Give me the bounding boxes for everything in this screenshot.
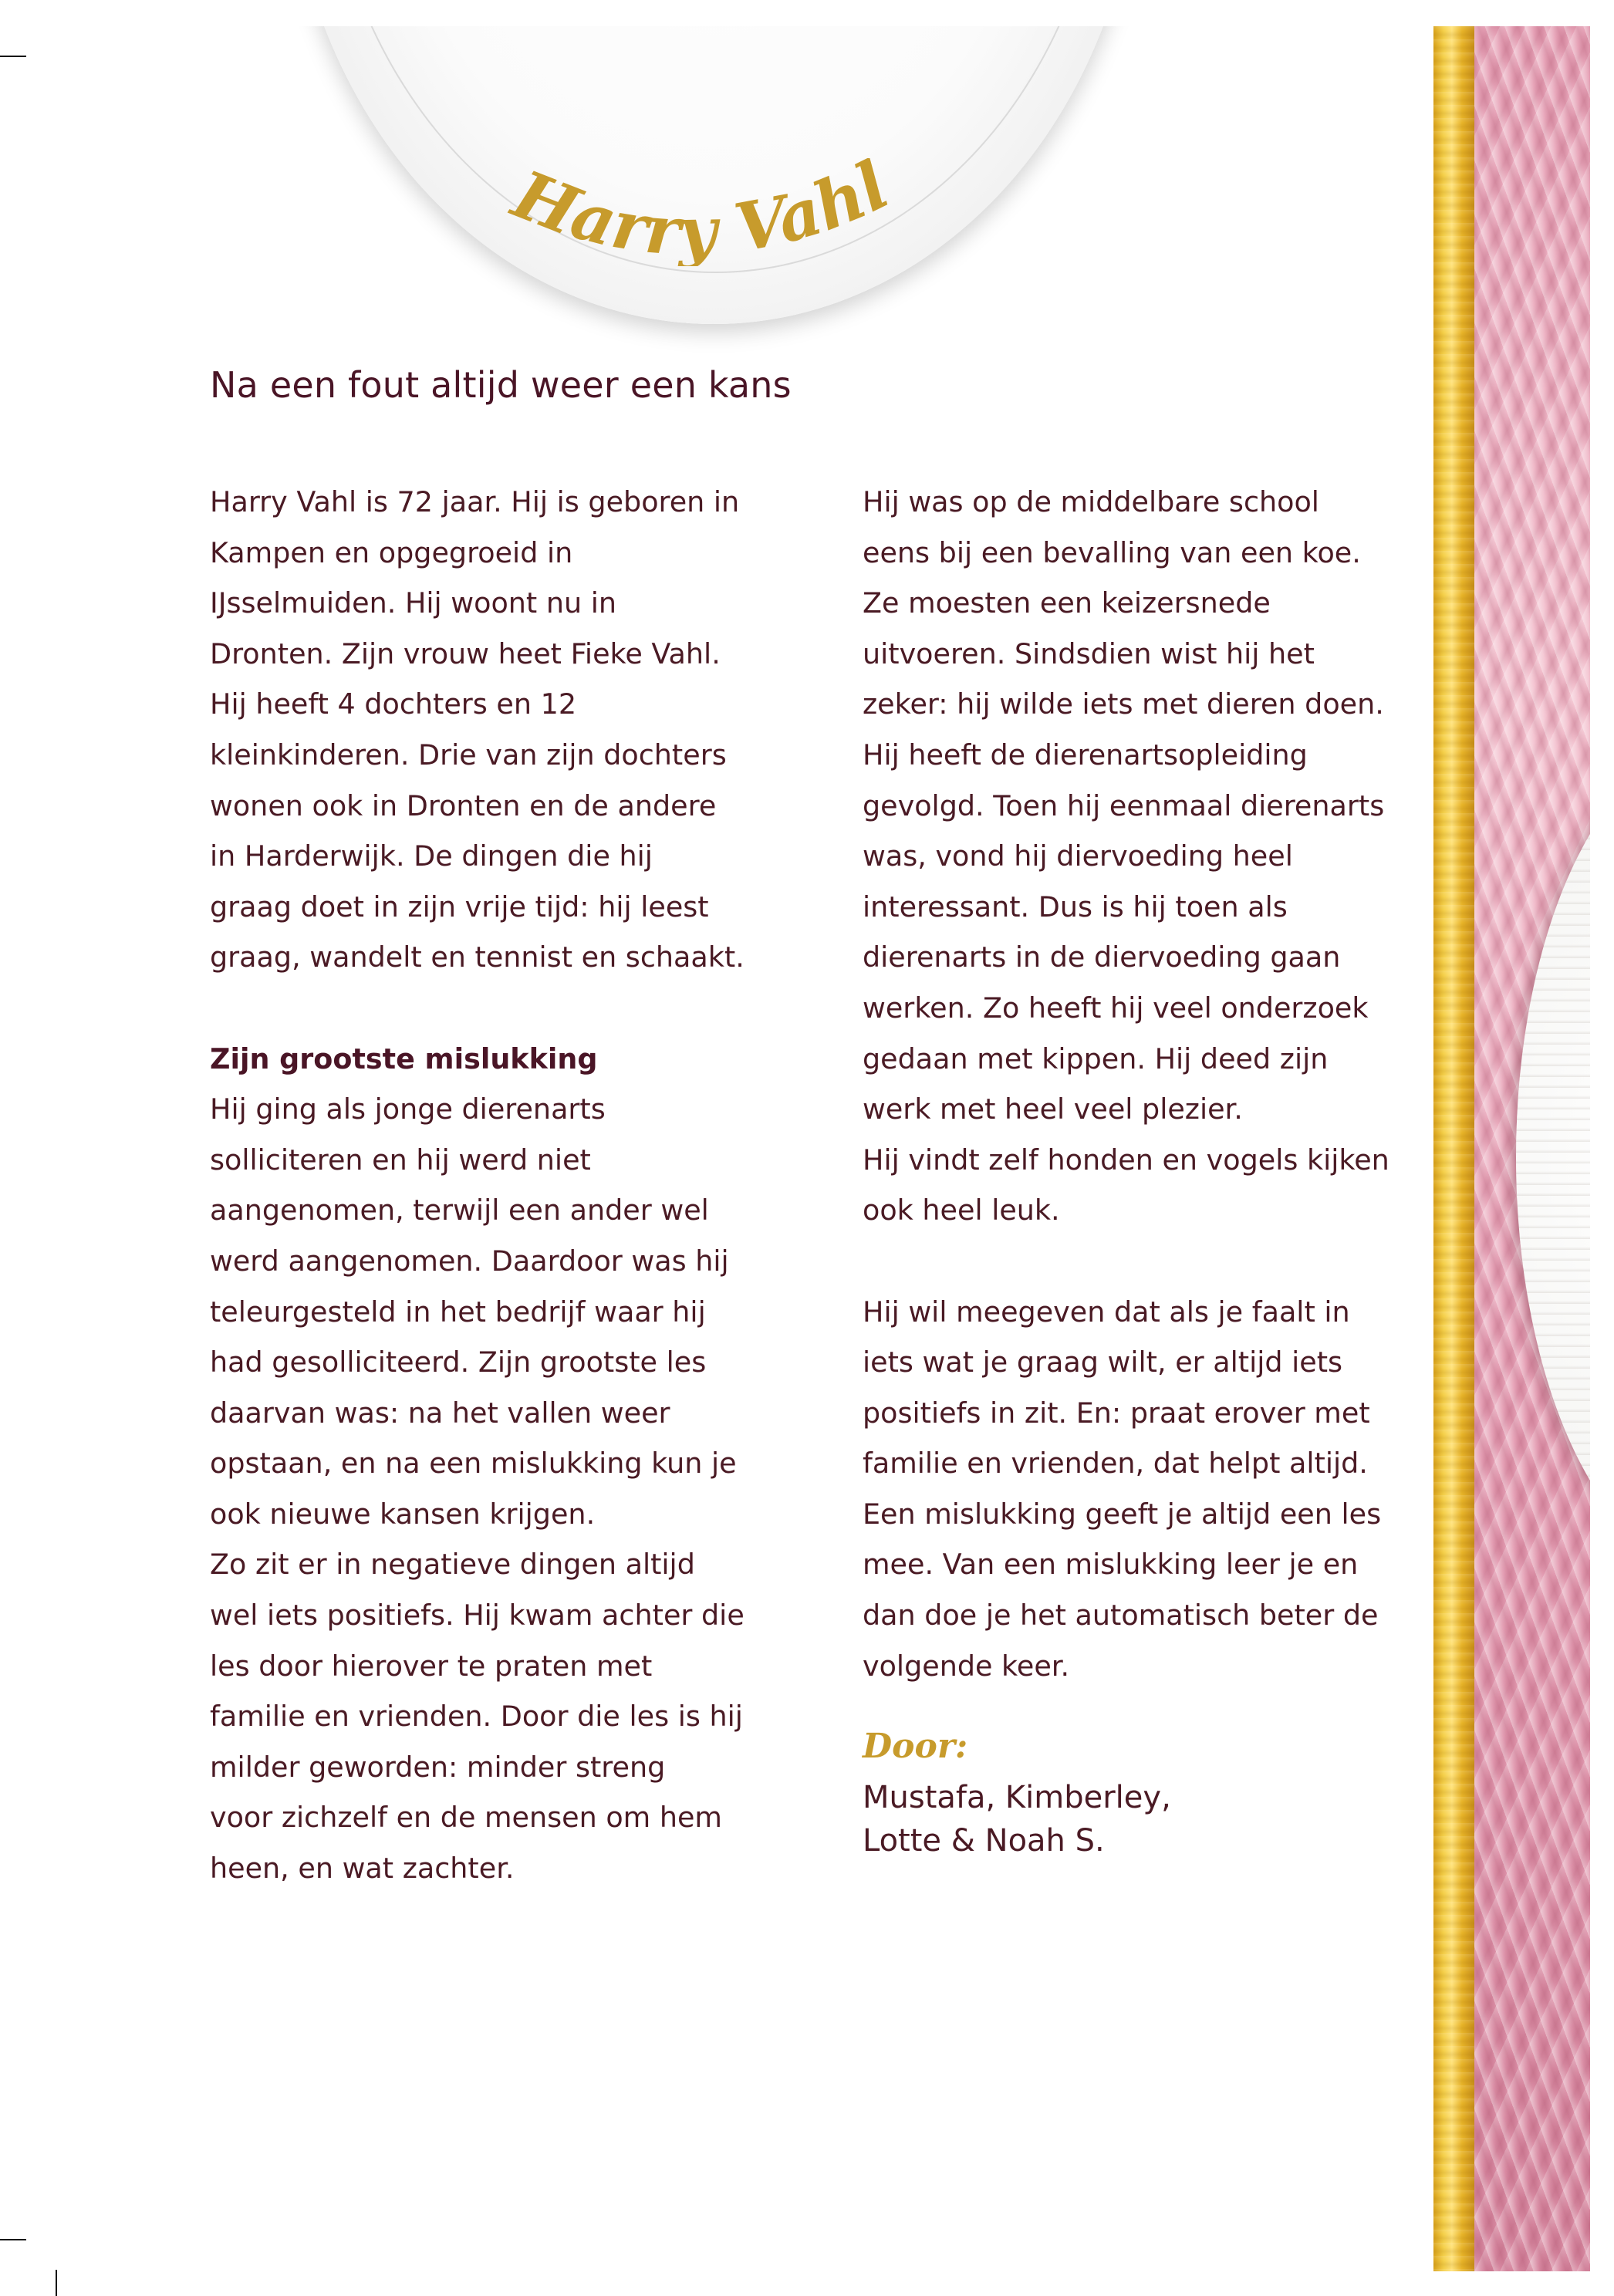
article-heading: Na een fout altijd weer een kans <box>210 364 792 406</box>
plate-title <box>494 158 957 266</box>
text-line: Kampen en opgegroeid in <box>210 535 573 569</box>
text-line: Een mislukking geeft je altijd een les <box>863 1497 1382 1531</box>
text-line: Hij heeft 4 dochters en 12 <box>210 687 577 721</box>
plate-title-text: Harry Vahl <box>502 158 901 266</box>
text-line: positiefs in zit. En: praat erover met <box>863 1396 1370 1430</box>
text-line: wonen ook in Dronten en de andere <box>210 788 717 822</box>
text-line: interessant. Dus is hij toen als <box>863 890 1288 923</box>
text-line: werk met heel veel plezier. <box>863 1092 1243 1126</box>
text-line: gevolgd. Toen hij eenmaal dierenarts <box>863 788 1385 822</box>
paragraph-advice <box>863 1287 1449 1692</box>
text-line: dierenarts in de diervoeding gaan <box>863 940 1341 974</box>
byline-label: Door: <box>863 1727 968 1766</box>
text-line: gedaan met kippen. Hij deed zijn <box>863 1042 1329 1075</box>
page-right-margin <box>1590 0 1614 2296</box>
paragraph-intro <box>210 477 781 983</box>
text-line: Hij wil meegeven dat als je faalt in <box>863 1295 1350 1329</box>
crop-mark-top-left-h <box>0 56 26 57</box>
crop-mark-bottom-left-h <box>0 2239 26 2240</box>
text-line: ook nieuwe kansen krijgen. <box>210 1497 596 1531</box>
text-line: in Harderwijk. De dingen die hij <box>210 839 653 873</box>
byline-authors <box>863 1776 1171 1862</box>
text-line: Harry Vahl is 72 jaar. Hij is geboren in <box>210 485 740 518</box>
text-line: mee. Van een mislukking leer je en <box>863 1548 1359 1582</box>
text-line: graag, wandelt en tennist en schaakt. <box>210 940 745 974</box>
text-line: teleurgesteld in het bedrijf waar hij <box>210 1295 706 1329</box>
text-line: graag doet in zijn vrije tijd: hij leest <box>210 890 709 923</box>
text-line: milder geworden: minder streng <box>210 1750 666 1784</box>
text-line: opstaan, en na een mislukking kun je <box>210 1447 737 1481</box>
paragraph-gap <box>210 983 781 1034</box>
text-line: familie en vrienden. Door die les is hij <box>210 1700 743 1734</box>
page-bottom-margin <box>1433 2271 1614 2296</box>
text-line: Hij vindt zelf honden en vogels kijken <box>863 1143 1389 1177</box>
text-line: heen, en wat zachter. <box>210 1852 515 1886</box>
text-line: Hij was op de middelbare school <box>863 485 1319 518</box>
text-line: aangenomen, terwijl een ander wel <box>210 1194 709 1227</box>
text-line: solliciteren en hij werd niet <box>210 1143 591 1177</box>
text-line: Hij heeft de dierenartsopleiding <box>863 738 1308 772</box>
text-line: IJsselmuiden. Hij woont nu in <box>210 586 616 620</box>
text-line: voor zichzelf en de mensen om hem <box>210 1801 722 1835</box>
text-line: zeker: hij wilde iets met dieren doen. <box>863 687 1384 721</box>
section-subheading: Zijn grootste mislukking <box>210 1042 598 1075</box>
text-line: kleinkinderen. Drie van zijn dochters <box>210 738 727 772</box>
page-top-margin <box>0 0 1614 26</box>
author-line: Mustafa, Kimberley, <box>863 1780 1171 1815</box>
article-column-left <box>210 477 781 1894</box>
text-line: dan doe je het automatisch beter de <box>863 1599 1379 1633</box>
text-line: iets wat je graag wilt, er altijd iets <box>863 1346 1343 1379</box>
author-line: Lotte & Noah S. <box>863 1823 1105 1859</box>
text-line: wel iets positiefs. Hij kwam achter die <box>210 1599 745 1633</box>
text-line: werd aangenomen. Daardoor was hij <box>210 1244 729 1278</box>
article-column-right <box>863 477 1449 1691</box>
text-line: les door hierover te praten met <box>210 1649 653 1683</box>
text-line: Zo zit er in negatieve dingen altijd <box>210 1548 695 1582</box>
text-line: familie en vrienden, dat helpt altijd. <box>863 1447 1368 1481</box>
text-line: Dronten. Zijn vrouw heet Fieke Vahl. <box>210 636 721 670</box>
paragraph-gap <box>863 1236 1449 1287</box>
text-line: eens bij een bevalling van een koe. <box>863 535 1361 569</box>
text-line: Ze moesten een keizersnede <box>863 586 1271 620</box>
crop-mark-bottom-left-v <box>56 2270 57 2296</box>
text-line: daarvan was: na het vallen weer <box>210 1396 670 1430</box>
text-line: volgende keer. <box>863 1649 1070 1683</box>
text-line: ook heel leuk. <box>863 1194 1060 1227</box>
text-line: Hij ging als jonge dierenarts <box>210 1092 606 1126</box>
text-line: had gesolliciteerd. Zijn grootste les <box>210 1346 707 1379</box>
text-line: werken. Zo heeft hij veel onderzoek <box>863 991 1369 1025</box>
text-line: was, vond hij diervoeding heel <box>863 839 1293 873</box>
paragraph-failure <box>210 1084 781 1894</box>
paragraph-career <box>863 477 1449 1236</box>
text-line: uitvoeren. Sindsdien wist hij het <box>863 636 1315 670</box>
